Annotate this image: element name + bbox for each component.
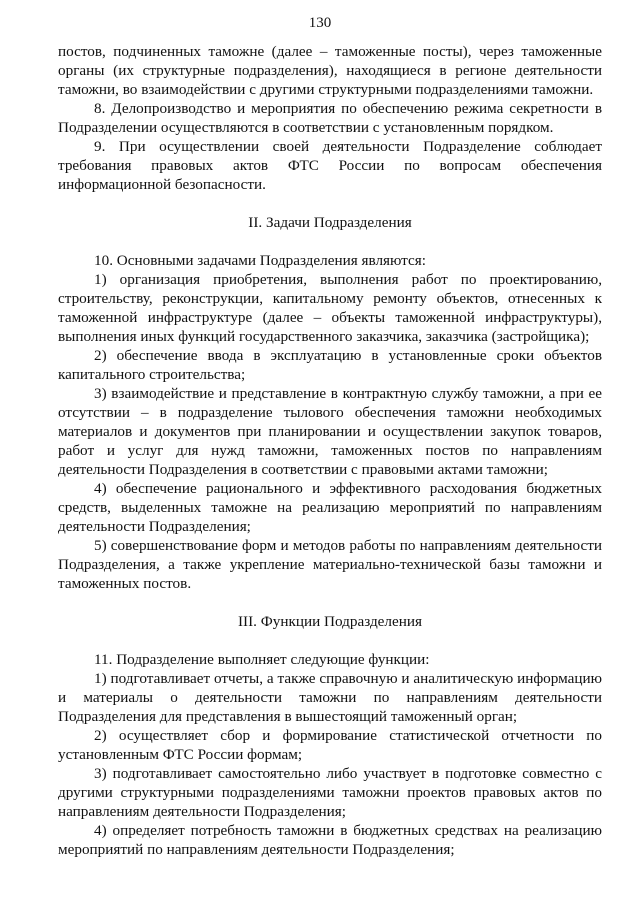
task-item-4: 4) обеспечение рационального и эффективного расходования бюджетных средств, выделенных таможне на реализацию мероприятий по направлениям деятельности Подразделения; <box>58 480 602 535</box>
task-item-3: 3) взаимодействие и представление в контрактную службу таможни, а при ее отсутствии – в подразделение тылового обеспечения таможни необходимых материалов и документов при планировании и осуществлении закупок товаров, работ и услуг для нужд таможни, таможенных постов по направлениям деятельности Подразделения в соответствии с правовыми актами таможни; <box>58 385 602 478</box>
paragraph-11: 11. Подразделение выполняет следующие функции: <box>94 651 430 668</box>
function-item-2: 2) осуществляет сбор и формирование статистической отчетности по установленным ФТС России формам; <box>58 727 602 763</box>
function-item-4: 4) определяет потребность таможни в бюджетных средствах на реализацию мероприятий по направлениям деятельности Подразделения; <box>58 822 602 858</box>
task-item-2: 2) обеспечение ввода в эксплуатацию в установленные сроки объектов капитального строительства; <box>58 347 602 383</box>
task-item-1: 1) организация приобретения, выполнения работ по проектированию, строительству, реконструкции, капитальному ремонту объектов, отнесенных к таможенной инфраструктуре (далее – объекты таможенной инфраструктуры), выполнения иных функций государственного заказчика, заказчика (застройщика); <box>58 271 602 345</box>
paragraph-9: 9. При осуществлении своей деятельности Подразделение соблюдает требования правовых актов ФТС России по вопросам обеспечения информационной безопасности. <box>58 138 602 193</box>
paragraph-continuation: постов, подчиненных таможне (далее – таможенные посты), через таможенные органы (их структурные подразделения), находящиеся в регионе деятельности таможни, во взаимодействии с другими структурными подразделениями таможни. <box>58 43 602 98</box>
section-3-heading: III. Функции Подразделения <box>238 613 422 630</box>
document-body <box>58 42 602 859</box>
paragraph-10: 10. Основными задачами Подразделения являются: <box>94 252 426 269</box>
task-item-5: 5) совершенствование форм и методов работы по направлениям деятельности Подразделения, а также укрепление материально-технической базы таможни и таможенных постов. <box>58 537 602 592</box>
page-number: 130 <box>308 15 332 31</box>
paragraph-8: 8. Делопроизводство и мероприятия по обеспечению режима секретности в Подразделении осуществляются в соответствии с установленным порядком. <box>58 100 602 136</box>
function-item-1: 1) подготавливает отчеты, а также справочную и аналитическую информацию и материалы о деятельности таможни по направлениям деятельности Подразделения для представления в вышестоящий таможенный орган; <box>58 670 602 725</box>
section-2-heading: II. Задачи Подразделения <box>248 214 412 231</box>
function-item-3: 3) подготавливает самостоятельно либо участвует в подготовке совместно с другими структурными подразделениями таможни проектов правовых актов по направлениям деятельности Подразделения; <box>58 765 602 820</box>
